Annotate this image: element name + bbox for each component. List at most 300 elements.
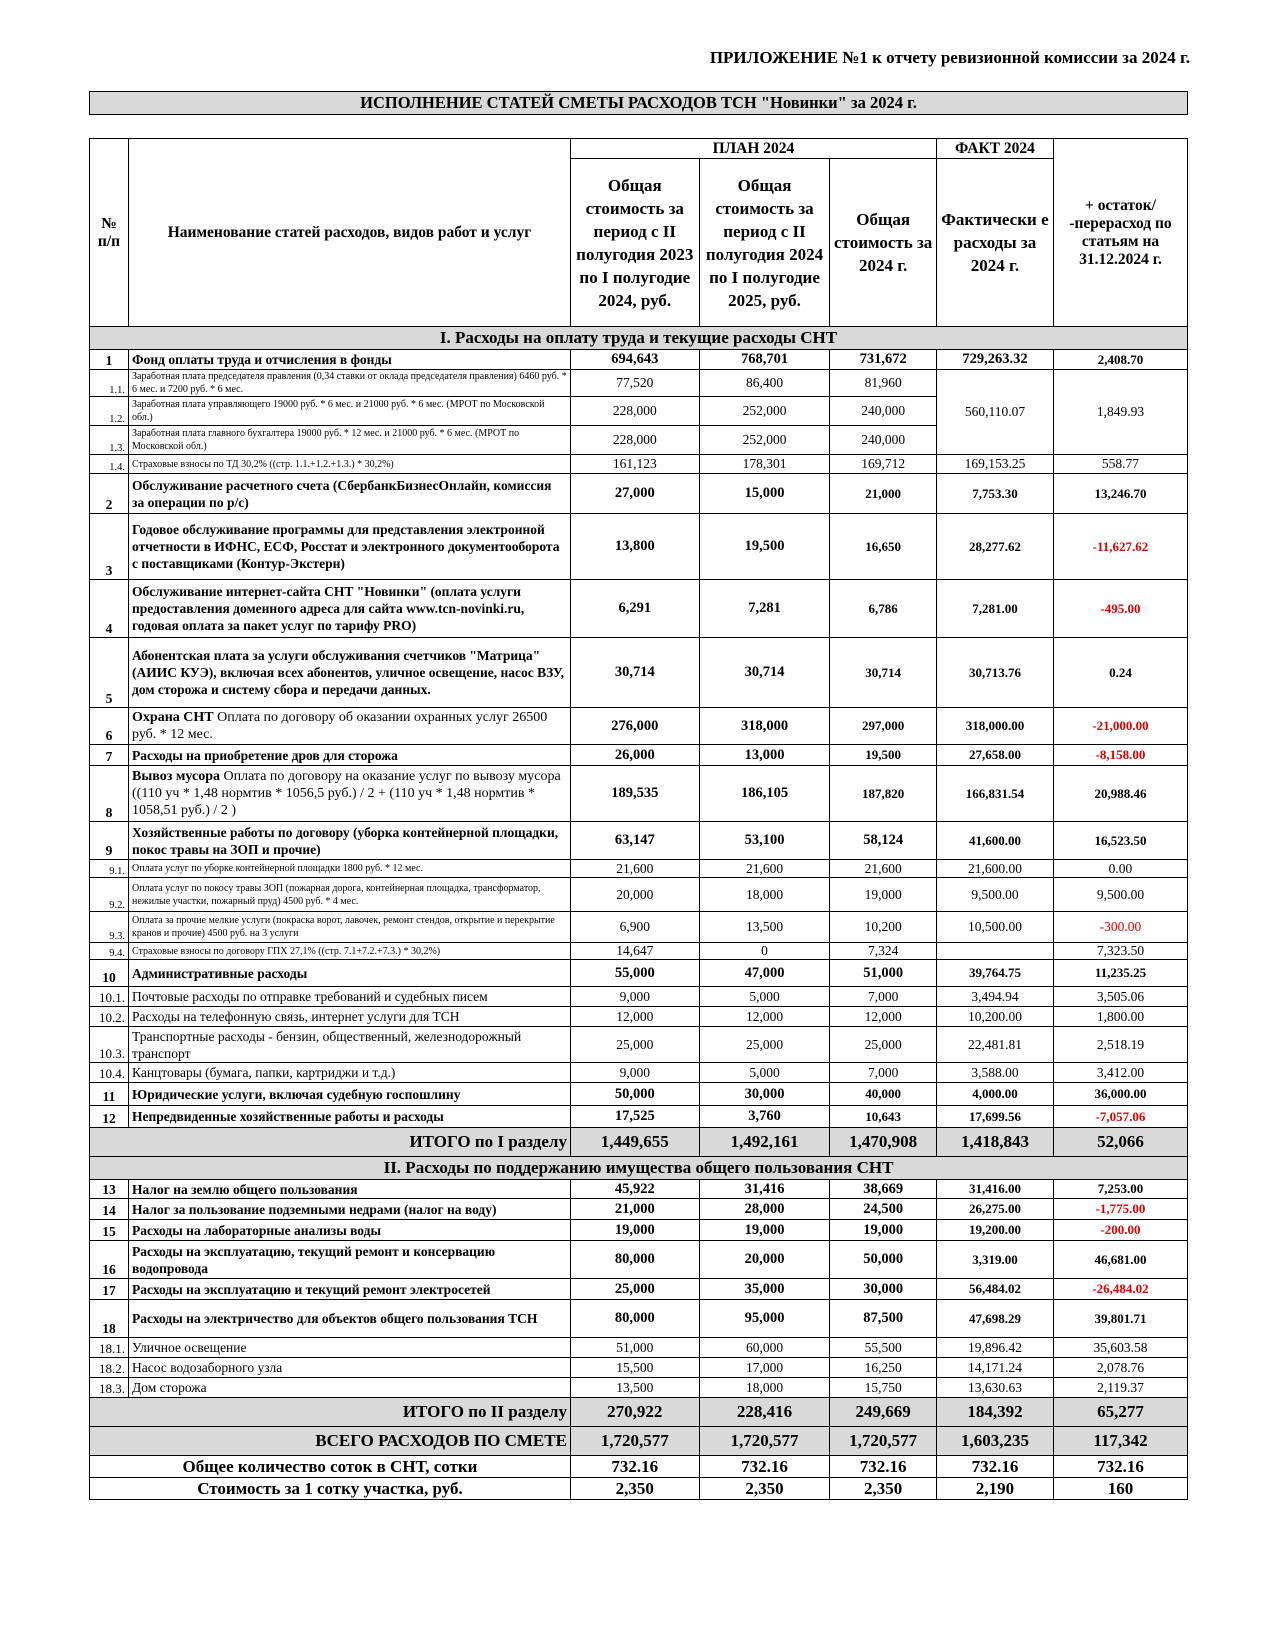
balance-value: 0.00 — [1053, 860, 1187, 878]
row-name: Расходы на электричество для объектов общего пользования ТСН — [129, 1300, 571, 1338]
plan-value-3: 10,200 — [830, 912, 937, 943]
fact-value: 31,416.00 — [936, 1180, 1053, 1199]
plan-value-1: 228,000 — [570, 397, 699, 426]
area-row — [90, 1456, 1188, 1478]
plan-value-3: 87,500 — [830, 1300, 937, 1338]
header-fact: ФАКТ 2024 — [936, 139, 1053, 159]
plan-value-3: 38,669 — [830, 1180, 937, 1199]
balance-value: 36,000.00 — [1053, 1083, 1187, 1106]
header-balance: + остаток/ -перерасход по статьям на 31.12.2024 г. — [1053, 139, 1187, 327]
fact-value: 21,600.00 — [936, 860, 1053, 878]
balance-value: -7,057.06 — [1053, 1106, 1187, 1128]
grand-total-label: ВСЕГО РАСХОДОВ ПО СМЕТЕ — [90, 1427, 571, 1456]
table-row — [90, 1220, 1188, 1241]
cost-value-5: 160 — [1053, 1478, 1187, 1500]
plan-value-1: 80,000 — [570, 1300, 699, 1338]
fact-value: 26,275.00 — [936, 1199, 1053, 1220]
plan-value-1: 51,000 — [570, 1338, 699, 1358]
grand-total-value-2: 1,720,577 — [699, 1427, 830, 1456]
fact-value: 17,699.56 — [936, 1106, 1053, 1128]
row-name: Административные расходы — [129, 960, 571, 987]
area-value-5: 732.16 — [1053, 1456, 1187, 1478]
table-row — [90, 708, 1188, 745]
header-col4: Фактически е расходы за 2024 г. — [936, 159, 1053, 327]
total-row-section-2 — [90, 1398, 1188, 1427]
row-number: 6 — [90, 708, 129, 745]
table-row — [90, 474, 1188, 514]
fact-value: 560,110.07 — [936, 370, 1053, 455]
table-row — [90, 370, 1188, 397]
balance-value: 9,500.00 — [1053, 878, 1187, 912]
balance-value: 1,849.93 — [1053, 370, 1187, 455]
row-name: Заработная плата председателя правления (0,34 ставки от оклада председателя правления) 6460 руб. * 6 мес. и 7200 руб. * 6 мес. — [129, 370, 571, 397]
plan-value-2: 19,000 — [699, 1220, 830, 1241]
table-row — [90, 1106, 1188, 1128]
plan-value-1: 9,000 — [570, 1063, 699, 1083]
total-value-4: 1,418,843 — [936, 1128, 1053, 1157]
row-name: Заработная плата управляющего 19000 руб. * 6 мес. и 21000 руб. * 6 мес. (МРОТ по Московской обл.) — [129, 397, 571, 426]
total-value-2: 228,416 — [699, 1398, 830, 1427]
balance-value: -11,627.62 — [1053, 514, 1187, 580]
row-name: Страховые взносы по договору ГПХ 27,1% ((стр. 7.1+7.2.+7.3.) * 30,2%) — [129, 943, 571, 960]
plan-value-1: 276,000 — [570, 708, 699, 745]
total-value-4: 184,392 — [936, 1398, 1053, 1427]
plan-value-3: 187,820 — [830, 766, 937, 822]
plan-value-3: 19,500 — [830, 745, 937, 766]
row-name: Транспортные расходы - бензин, общественный, железнодорожный транспорт — [129, 1027, 571, 1063]
fact-value: 27,658.00 — [936, 745, 1053, 766]
plan-value-1: 27,000 — [570, 474, 699, 514]
fact-value: 3,494.94 — [936, 987, 1053, 1007]
row-name: Фонд оплаты труда и отчисления в фонды — [129, 350, 571, 370]
plan-value-2: 5,000 — [699, 987, 830, 1007]
total-value-3: 1,470,908 — [830, 1128, 937, 1157]
plan-value-1: 30,714 — [570, 638, 699, 708]
row-name: Непредвиденные хозяйственные работы и расходы — [129, 1106, 571, 1128]
plan-value-3: 12,000 — [830, 1007, 937, 1027]
plan-value-1: 21,600 — [570, 860, 699, 878]
balance-value: 3,412.00 — [1053, 1063, 1187, 1083]
row-name: Страховые взносы по ТД 30,2% ((стр. 1.1.+1.2.+1.3.) * 30,2%) — [129, 455, 571, 474]
row-number: 10.3. — [90, 1027, 129, 1063]
plan-value-3: 19,000 — [830, 1220, 937, 1241]
grand-total-value-3: 1,720,577 — [830, 1427, 937, 1456]
row-number: 18.1. — [90, 1338, 129, 1358]
total-row-section-1 — [90, 1128, 1188, 1157]
table-row — [90, 580, 1188, 638]
row-name: Налог на землю общего пользования — [129, 1180, 571, 1199]
table-row — [90, 1063, 1188, 1083]
row-number: 10.1. — [90, 987, 129, 1007]
balance-value: 11,235.25 — [1053, 960, 1187, 987]
header-row-plan — [90, 139, 1188, 159]
row-name-detail: Оплата по договору на оказание услуг по вывозу мусора ((110 уч * 1,48 нормтив * 1056,5 руб.) / 2 + (110 уч * 1,48 нормтив * 1058,51 руб.) / 2 ) — [132, 769, 561, 818]
plan-value-1: 694,643 — [570, 350, 699, 370]
fact-value: 22,481.81 — [936, 1027, 1053, 1063]
row-number: 2 — [90, 474, 129, 514]
total-value-2: 1,492,161 — [699, 1128, 830, 1157]
fact-value: 19,200.00 — [936, 1220, 1053, 1241]
balance-value: 2,518.19 — [1053, 1027, 1187, 1063]
row-number: 3 — [90, 514, 129, 580]
plan-value-2: 30,000 — [699, 1083, 830, 1106]
plan-value-3: 51,000 — [830, 960, 937, 987]
row-number: 8 — [90, 766, 129, 822]
cost-per-sotka-row — [90, 1478, 1188, 1500]
row-name: Дом сторожа — [129, 1378, 571, 1398]
fact-value: 166,831.54 — [936, 766, 1053, 822]
row-number: 9.1. — [90, 860, 129, 878]
cost-value-2: 2,350 — [699, 1478, 830, 1500]
plan-value-1: 13,800 — [570, 514, 699, 580]
row-number: 9 — [90, 822, 129, 860]
table-row — [90, 1199, 1188, 1220]
fact-value: 7,281.00 — [936, 580, 1053, 638]
plan-value-3: 30,714 — [830, 638, 937, 708]
plan-value-3: 240,000 — [830, 397, 937, 426]
fact-value: 3,319.00 — [936, 1241, 1053, 1279]
balance-value: 7,253.00 — [1053, 1180, 1187, 1199]
plan-value-1: 25,000 — [570, 1027, 699, 1063]
row-number: 9.3. — [90, 912, 129, 943]
plan-value-3: 169,712 — [830, 455, 937, 474]
total-value-5: 65,277 — [1053, 1398, 1187, 1427]
plan-value-2: 30,714 — [699, 638, 830, 708]
fact-value: 56,484.02 — [936, 1279, 1053, 1300]
cost-value-3: 2,350 — [830, 1478, 937, 1500]
plan-value-3: 16,650 — [830, 514, 937, 580]
fact-value: 10,500.00 — [936, 912, 1053, 943]
fact-value: 318,000.00 — [936, 708, 1053, 745]
area-value-1: 732.16 — [570, 1456, 699, 1478]
fact-value: 30,713.76 — [936, 638, 1053, 708]
balance-value: 46,681.00 — [1053, 1241, 1187, 1279]
fact-value: 729,263.32 — [936, 350, 1053, 370]
plan-value-2: 12,000 — [699, 1007, 830, 1027]
area-value-3: 732.16 — [830, 1456, 937, 1478]
row-number: 7 — [90, 745, 129, 766]
row-name: Расходы на эксплуатацию, текущий ремонт и консервацию водопровода — [129, 1241, 571, 1279]
plan-value-1: 17,525 — [570, 1106, 699, 1128]
plan-value-1: 161,123 — [570, 455, 699, 474]
table-row — [90, 745, 1188, 766]
plan-value-2: 21,600 — [699, 860, 830, 878]
row-number: 17 — [90, 1279, 129, 1300]
plan-value-3: 25,000 — [830, 1027, 937, 1063]
plan-value-1: 25,000 — [570, 1279, 699, 1300]
plan-value-2: 53,100 — [699, 822, 830, 860]
plan-value-2: 252,000 — [699, 397, 830, 426]
row-number: 1 — [90, 350, 129, 370]
balance-value: 16,523.50 — [1053, 822, 1187, 860]
section-header — [90, 327, 1188, 350]
fact-value: 9,500.00 — [936, 878, 1053, 912]
row-name: Годовое обслуживание программы для представления электронной отчетности в ИФНС, ЕСФ, Росстат и электронного документооборота с поставщиками (Контур-Экстерн) — [129, 514, 571, 580]
row-name: Расходы на лабораторные анализы воды — [129, 1220, 571, 1241]
row-number: 9.4. — [90, 943, 129, 960]
row-number: 16 — [90, 1241, 129, 1279]
row-name: Насос водозаборного узла — [129, 1358, 571, 1378]
plan-value-3: 297,000 — [830, 708, 937, 745]
row-number: 10 — [90, 960, 129, 987]
row-name-bold: Охрана СНТ — [132, 710, 214, 725]
table-row — [90, 1241, 1188, 1279]
table-row — [90, 1378, 1188, 1398]
plan-value-3: 731,672 — [830, 350, 937, 370]
row-number: 13 — [90, 1180, 129, 1199]
header-col3: Общая стоимость за 2024 г. — [830, 159, 937, 327]
table-row — [90, 987, 1188, 1007]
balance-value: 2,078.76 — [1053, 1358, 1187, 1378]
balance-value: 20,988.46 — [1053, 766, 1187, 822]
section-2-title: II. Расходы по поддержанию имущества общего пользования СНТ — [90, 1157, 1188, 1180]
area-value-2: 732.16 — [699, 1456, 830, 1478]
plan-value-3: 40,000 — [830, 1083, 937, 1106]
row-number: 10.2. — [90, 1007, 129, 1027]
grand-total-value-5: 117,342 — [1053, 1427, 1187, 1456]
plan-value-3: 7,000 — [830, 1063, 937, 1083]
cost-value-4: 2,190 — [936, 1478, 1053, 1500]
fact-value: 39,764.75 — [936, 960, 1053, 987]
plan-value-2: 13,000 — [699, 745, 830, 766]
balance-value: 13,246.70 — [1053, 474, 1187, 514]
plan-value-3: 81,960 — [830, 370, 937, 397]
section-header — [90, 1157, 1188, 1180]
section-1-title: I. Расходы на оплату труда и текущие расходы СНТ — [90, 327, 1188, 350]
fact-value: 19,896.42 — [936, 1338, 1053, 1358]
plan-value-1: 26,000 — [570, 745, 699, 766]
balance-value: -495.00 — [1053, 580, 1187, 638]
plan-value-2: 19,500 — [699, 514, 830, 580]
row-name — [129, 708, 571, 745]
balance-value: 39,801.71 — [1053, 1300, 1187, 1338]
table-row — [90, 350, 1188, 370]
table-row — [90, 912, 1188, 943]
total-value-3: 249,669 — [830, 1398, 937, 1427]
plan-value-3: 50,000 — [830, 1241, 937, 1279]
balance-value: 35,603.58 — [1053, 1338, 1187, 1358]
row-name: Уличное освещение — [129, 1338, 571, 1358]
plan-value-1: 15,500 — [570, 1358, 699, 1378]
appendix-title: ПРИЛОЖЕНИЕ №1 к отчету ревизионной комиссии за 2024 г. — [709, 48, 1190, 67]
fact-value: 13,630.63 — [936, 1378, 1053, 1398]
fact-value: 3,588.00 — [936, 1063, 1053, 1083]
grand-total-row — [90, 1427, 1188, 1456]
table-row — [90, 1279, 1188, 1300]
plan-value-2: 47,000 — [699, 960, 830, 987]
row-name: Оплата за прочие мелкие услуги (покраска ворот, лавочек, ремонт стендов, открытие и перекрытие кранов и прочие) 4500 руб. на 3 услуги — [129, 912, 571, 943]
plan-value-1: 6,291 — [570, 580, 699, 638]
plan-value-2: 86,400 — [699, 370, 830, 397]
table-row — [90, 1027, 1188, 1063]
cost-value-1: 2,350 — [570, 1478, 699, 1500]
fact-value: 4,000.00 — [936, 1083, 1053, 1106]
plan-value-1: 12,000 — [570, 1007, 699, 1027]
balance-value: -1,775.00 — [1053, 1199, 1187, 1220]
row-name: Юридические услуги, включая судебную госпошлину — [129, 1083, 571, 1106]
plan-value-3: 58,124 — [830, 822, 937, 860]
row-number: 1.2. — [90, 397, 129, 426]
balance-value: 7,323.50 — [1053, 943, 1187, 960]
fact-value: 47,698.29 — [936, 1300, 1053, 1338]
row-number: 1.1. — [90, 370, 129, 397]
table-row — [90, 960, 1188, 987]
total-value-5: 52,066 — [1053, 1128, 1187, 1157]
plan-value-1: 63,147 — [570, 822, 699, 860]
plan-value-3: 240,000 — [830, 426, 937, 455]
plan-value-2: 178,301 — [699, 455, 830, 474]
plan-value-3: 15,750 — [830, 1378, 937, 1398]
plan-value-3: 55,500 — [830, 1338, 937, 1358]
plan-value-1: 45,922 — [570, 1180, 699, 1199]
fact-value: 41,600.00 — [936, 822, 1053, 860]
total-value-1: 1,449,655 — [570, 1128, 699, 1157]
row-number: 15 — [90, 1220, 129, 1241]
report-title: ИСПОЛНЕНИЕ СТАТЕЙ СМЕТЫ РАСХОДОВ ТСН "Новинки" за 2024 г. — [89, 91, 1188, 115]
header-plan: ПЛАН 2024 — [570, 139, 936, 159]
plan-value-2: 18,000 — [699, 878, 830, 912]
header-col1: Общая стоимость за период с II полугодия 2023 по I полугодие 2024, руб. — [570, 159, 699, 327]
area-label: Общее количество соток в СНТ, сотки — [90, 1456, 571, 1478]
plan-value-2: 186,105 — [699, 766, 830, 822]
plan-value-2: 95,000 — [699, 1300, 830, 1338]
plan-value-2: 17,000 — [699, 1358, 830, 1378]
plan-value-1: 189,535 — [570, 766, 699, 822]
plan-value-2: 25,000 — [699, 1027, 830, 1063]
total-label: ИТОГО по I разделу — [90, 1128, 571, 1157]
plan-value-2: 7,281 — [699, 580, 830, 638]
row-number: 14 — [90, 1199, 129, 1220]
plan-value-2: 318,000 — [699, 708, 830, 745]
plan-value-2: 768,701 — [699, 350, 830, 370]
plan-value-2: 60,000 — [699, 1338, 830, 1358]
plan-value-3: 24,500 — [830, 1199, 937, 1220]
table-row — [90, 455, 1188, 474]
fact-value: 10,200.00 — [936, 1007, 1053, 1027]
plan-value-2: 252,000 — [699, 426, 830, 455]
balance-value: -200.00 — [1053, 1220, 1187, 1241]
row-number: 18.2. — [90, 1358, 129, 1378]
table-row — [90, 822, 1188, 860]
balance-value: 0.24 — [1053, 638, 1187, 708]
row-name-bold: Вывоз мусора — [132, 769, 220, 784]
row-name: Заработная плата главного бухгалтера 19000 руб. * 12 мес. и 21000 руб. * 6 мес. (МРОТ по Московской обл.) — [129, 426, 571, 455]
row-name: Почтовые расходы по отправке требований и судебных писем — [129, 987, 571, 1007]
area-value-4: 732.16 — [936, 1456, 1053, 1478]
fact-value: 169,153.25 — [936, 455, 1053, 474]
plan-value-3: 10,643 — [830, 1106, 937, 1128]
header-num: № п/п — [90, 139, 129, 327]
row-number: 18.3. — [90, 1378, 129, 1398]
table-row — [90, 943, 1188, 960]
plan-value-1: 9,000 — [570, 987, 699, 1007]
table-row — [90, 1358, 1188, 1378]
balance-value: -300.00 — [1053, 912, 1187, 943]
plan-value-1: 55,000 — [570, 960, 699, 987]
fact-value — [936, 943, 1053, 960]
balance-value: -8,158.00 — [1053, 745, 1187, 766]
plan-value-1: 14,647 — [570, 943, 699, 960]
row-name: Абонентская плата за услуги обслуживания счетчиков "Матрица" (АИИС КУЭ), включая всех абонентов, уличное освещение, насос ВЗУ, дом сторожа и систему сбора и передачи данных. — [129, 638, 571, 708]
plan-value-1: 80,000 — [570, 1241, 699, 1279]
row-number: 18 — [90, 1300, 129, 1338]
row-name: Расходы на телефонную связь, интернет услуги для ТСН — [129, 1007, 571, 1027]
plan-value-2: 31,416 — [699, 1180, 830, 1199]
row-number: 11 — [90, 1083, 129, 1106]
plan-value-1: 77,520 — [570, 370, 699, 397]
row-name: Оплата услуг по покосу травы ЗОП (пожарная дорога, контейнерная площадка, трансформатор, нежилые участки, пожарный пруд) 4500 руб. * 4 мес. — [129, 878, 571, 912]
plan-value-2: 15,000 — [699, 474, 830, 514]
row-name — [129, 766, 571, 822]
table-row — [90, 1180, 1188, 1199]
plan-value-3: 7,324 — [830, 943, 937, 960]
fact-value: 14,171.24 — [936, 1358, 1053, 1378]
header-name: Наименование статей расходов, видов работ и услуг — [129, 139, 571, 327]
balance-value: -26,484.02 — [1053, 1279, 1187, 1300]
table-row — [90, 1083, 1188, 1106]
plan-value-2: 0 — [699, 943, 830, 960]
plan-value-1: 21,000 — [570, 1199, 699, 1220]
row-name: Расходы на эксплуатацию и текущий ремонт электросетей — [129, 1279, 571, 1300]
total-label: ИТОГО по II разделу — [90, 1398, 571, 1427]
balance-value: 1,800.00 — [1053, 1007, 1187, 1027]
row-name: Обслуживание интернет-сайта СНТ "Новинки" (оплата услуги предоставления доменного адреса для сайта www.tcn-novinki.ru, годовая оплата за пакет услуг по тарифу PRO) — [129, 580, 571, 638]
table-row — [90, 766, 1188, 822]
total-value-1: 270,922 — [570, 1398, 699, 1427]
row-number: 9.2. — [90, 878, 129, 912]
table-row — [90, 1338, 1188, 1358]
plan-value-3: 16,250 — [830, 1358, 937, 1378]
table-row — [90, 878, 1188, 912]
table-row — [90, 638, 1188, 708]
plan-value-2: 5,000 — [699, 1063, 830, 1083]
row-name: Обслуживание расчетного счета (СбербанкБизнесОнлайн, комиссия за операции по р/с) — [129, 474, 571, 514]
plan-value-3: 21,600 — [830, 860, 937, 878]
row-number: 1.3. — [90, 426, 129, 455]
plan-value-2: 3,760 — [699, 1106, 830, 1128]
row-name: Канцтовары (бумага, папки, картриджи и т.д.) — [129, 1063, 571, 1083]
expense-table — [89, 138, 1188, 1500]
fact-value: 28,277.62 — [936, 514, 1053, 580]
row-name-detail: Оплата по договору об оказании охранных услуг 26500 руб. * 12 мес. — [132, 710, 548, 742]
plan-value-1: 50,000 — [570, 1083, 699, 1106]
balance-value: 558.77 — [1053, 455, 1187, 474]
table-row — [90, 1007, 1188, 1027]
row-name: Налог за пользование подземными недрами (налог на воду) — [129, 1199, 571, 1220]
fact-value: 7,753.30 — [936, 474, 1053, 514]
row-number: 10.4. — [90, 1063, 129, 1083]
header-col2: Общая стоимость за период с II полугодия 2024 по I полугодие 2025, руб. — [699, 159, 830, 327]
row-number: 5 — [90, 638, 129, 708]
balance-value: 2,408.70 — [1053, 350, 1187, 370]
balance-value: 3,505.06 — [1053, 987, 1187, 1007]
balance-value: 2,119.37 — [1053, 1378, 1187, 1398]
plan-value-3: 7,000 — [830, 987, 937, 1007]
grand-total-value-1: 1,720,577 — [570, 1427, 699, 1456]
row-name: Оплата услуг по уборке контейнерной площадки 1800 руб. * 12 мес. — [129, 860, 571, 878]
cost-label: Стоимость за 1 сотку участка, руб. — [90, 1478, 571, 1500]
table-row — [90, 860, 1188, 878]
plan-value-3: 6,786 — [830, 580, 937, 638]
plan-value-3: 21,000 — [830, 474, 937, 514]
plan-value-2: 18,000 — [699, 1378, 830, 1398]
plan-value-1: 19,000 — [570, 1220, 699, 1241]
row-number: 4 — [90, 580, 129, 638]
plan-value-1: 20,000 — [570, 878, 699, 912]
table-row — [90, 1300, 1188, 1338]
plan-value-2: 35,000 — [699, 1279, 830, 1300]
row-name: Хозяйственные работы по договору (уборка контейнерной площадки, покос травы на ЗОП и прочие) — [129, 822, 571, 860]
